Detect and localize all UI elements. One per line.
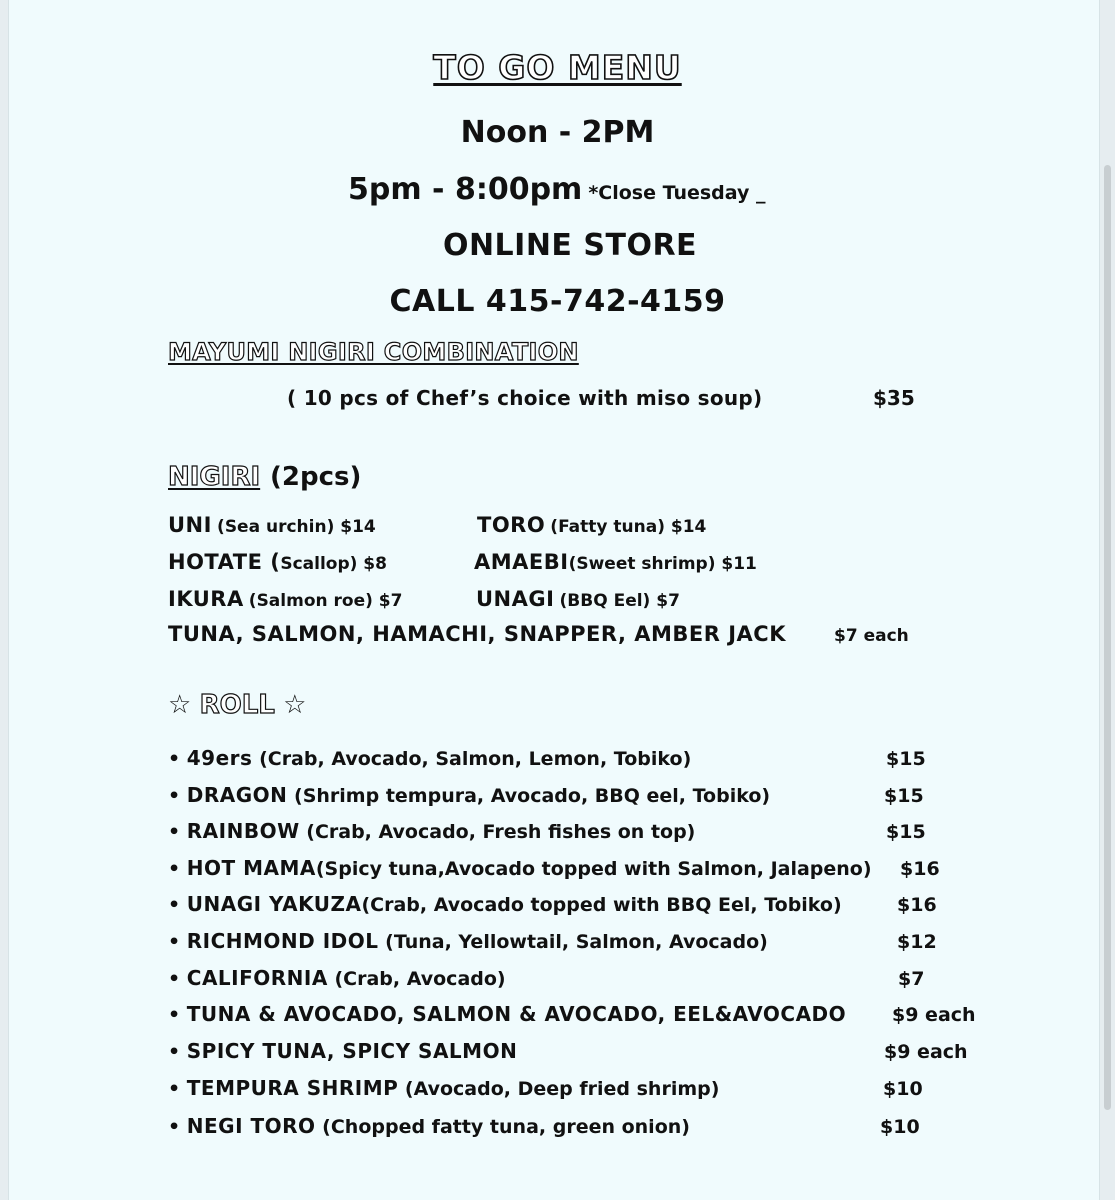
nigiri-desc: (Sweet shrimp) $11 bbox=[568, 554, 757, 574]
roll-name: UNAGI YAKUZA bbox=[186, 892, 362, 916]
roll-desc: (Avocado, Deep fried shrimp) bbox=[404, 1078, 720, 1100]
roll-item: • DRAGON (Shrimp tempura, Avocado, BBQ eel, Tobiko) bbox=[168, 783, 771, 807]
roll-name: TEMPURA SHRIMP bbox=[186, 1076, 399, 1100]
nigiri-item-unagi bbox=[476, 587, 680, 611]
roll-item: • SPICY TUNA, SPICY SALMON bbox=[168, 1039, 518, 1063]
phone-number: CALL 415-742-4159 bbox=[389, 284, 726, 319]
roll-item: • CALIFORNIA (Crab, Avocado) bbox=[168, 966, 506, 990]
roll-heading-text: ROLL bbox=[199, 690, 275, 720]
roll-name: HOT MAMA bbox=[186, 856, 316, 880]
online-store-label: ONLINE STORE bbox=[442, 228, 698, 263]
nigiri-heading: NIGIRI bbox=[168, 462, 261, 492]
roll-name: RICHMOND IDOL bbox=[186, 929, 379, 953]
nigiri-item-ikura bbox=[168, 587, 402, 611]
roll-name: CALIFORNIA bbox=[186, 966, 328, 990]
roll-price: $9 each bbox=[892, 1004, 976, 1026]
dinner-hours bbox=[348, 172, 766, 207]
roll-item: • UNAGI YAKUZA(Crab, Avocado topped with BBQ Eel, Tobiko) bbox=[168, 892, 842, 916]
combination-heading: MAYUMI NIGIRI COMBINATION bbox=[168, 338, 579, 366]
star-icon: ☆ bbox=[168, 690, 192, 720]
combination-description: ( 10 pcs of Chef’s choice with miso soup) bbox=[287, 386, 763, 410]
roll-price: $7 bbox=[898, 968, 925, 990]
nigiri-name: AMAEBI bbox=[474, 550, 569, 574]
nigiri-item-hotate bbox=[168, 550, 387, 574]
nigiri-item-amaebi bbox=[474, 550, 757, 574]
roll-name: NEGI TORO bbox=[186, 1114, 316, 1138]
combination-price: $35 bbox=[873, 386, 915, 410]
roll-name: DRAGON bbox=[186, 783, 288, 807]
nigiri-name: HOTATE ( bbox=[168, 550, 281, 574]
nigiri-assorted-price: $7 each bbox=[834, 626, 909, 646]
nigiri-assorted-names: TUNA, SALMON, HAMACHI, SNAPPER, AMBER JACK bbox=[168, 622, 786, 646]
closed-note: *Close Tuesday _ bbox=[588, 182, 766, 204]
roll-price: $15 bbox=[886, 821, 926, 843]
roll-item: • HOT MAMA(Spicy tuna,Avocado topped with Salmon, Jalapeno) bbox=[168, 856, 872, 880]
roll-price: $12 bbox=[897, 931, 937, 953]
roll-name: 49ers bbox=[186, 746, 253, 770]
nigiri-item-toro bbox=[477, 513, 706, 537]
nigiri-name: UNI bbox=[168, 513, 212, 537]
nigiri-name: TORO bbox=[477, 513, 546, 537]
menu-title: TO GO MENU bbox=[433, 48, 682, 87]
dinner-hours-text: 5pm - 8:00pm bbox=[348, 172, 583, 207]
roll-desc: (Chopped fatty tuna, green onion) bbox=[322, 1116, 690, 1138]
nigiri-desc: (BBQ Eel) $7 bbox=[559, 591, 680, 611]
nigiri-desc: (Salmon roe) $7 bbox=[248, 591, 403, 611]
roll-desc: (Tuna, Yellowtail, Salmon, Avocado) bbox=[385, 931, 768, 953]
roll-price: $16 bbox=[900, 858, 940, 880]
roll-heading bbox=[168, 690, 306, 720]
star-icon: ☆ bbox=[283, 690, 307, 720]
roll-desc: (Crab, Avocado) bbox=[334, 968, 506, 990]
nigiri-desc: Scallop) $8 bbox=[280, 554, 387, 574]
roll-price: $10 bbox=[880, 1116, 920, 1138]
roll-desc: (Shrimp tempura, Avocado, BBQ eel, Tobiko) bbox=[294, 785, 771, 807]
roll-price: $16 bbox=[897, 894, 937, 916]
nigiri-item-uni bbox=[168, 513, 376, 537]
nigiri-desc: (Sea urchin) $14 bbox=[217, 517, 376, 537]
roll-item: • NEGI TORO (Chopped fatty tuna, green onion) bbox=[168, 1114, 690, 1138]
nigiri-desc: (Fatty tuna) $14 bbox=[550, 517, 707, 537]
roll-name: SPICY TUNA, SPICY SALMON bbox=[186, 1039, 518, 1063]
nigiri-subheading: (2pcs) bbox=[270, 462, 362, 492]
roll-price: $15 bbox=[884, 785, 924, 807]
lunch-hours: Noon - 2PM bbox=[460, 115, 655, 150]
roll-item: • RICHMOND IDOL (Tuna, Yellowtail, Salmon, Avocado) bbox=[168, 929, 768, 953]
roll-item: • 49ers (Crab, Avocado, Salmon, Lemon, Tobiko) bbox=[168, 746, 692, 770]
roll-desc: (Crab, Avocado, Fresh fishes on top) bbox=[306, 821, 696, 843]
roll-item: • RAINBOW (Crab, Avocado, Fresh fishes on top) bbox=[168, 819, 696, 843]
nigiri-name: IKURA bbox=[168, 587, 244, 611]
roll-price: $15 bbox=[886, 748, 926, 770]
roll-desc: (Spicy tuna,Avocado topped with Salmon, Jalapeno) bbox=[315, 858, 872, 880]
roll-desc: (Crab, Avocado topped with BBQ Eel, Tobiko) bbox=[361, 894, 842, 916]
roll-item: • TUNA & AVOCADO, SALMON & AVOCADO, EEL&AVOCADO bbox=[168, 1002, 847, 1026]
roll-item: • TEMPURA SHRIMP (Avocado, Deep fried shrimp) bbox=[168, 1076, 720, 1100]
roll-price: $9 each bbox=[884, 1041, 968, 1063]
roll-name: TUNA & AVOCADO, SALMON & AVOCADO, EEL&AVOCADO bbox=[186, 1002, 847, 1026]
nigiri-assorted bbox=[168, 622, 786, 646]
roll-desc: (Crab, Avocado, Salmon, Lemon, Tobiko) bbox=[259, 748, 692, 770]
nigiri-name: UNAGI bbox=[476, 587, 555, 611]
roll-name: RAINBOW bbox=[186, 819, 300, 843]
roll-price: $10 bbox=[883, 1078, 923, 1100]
